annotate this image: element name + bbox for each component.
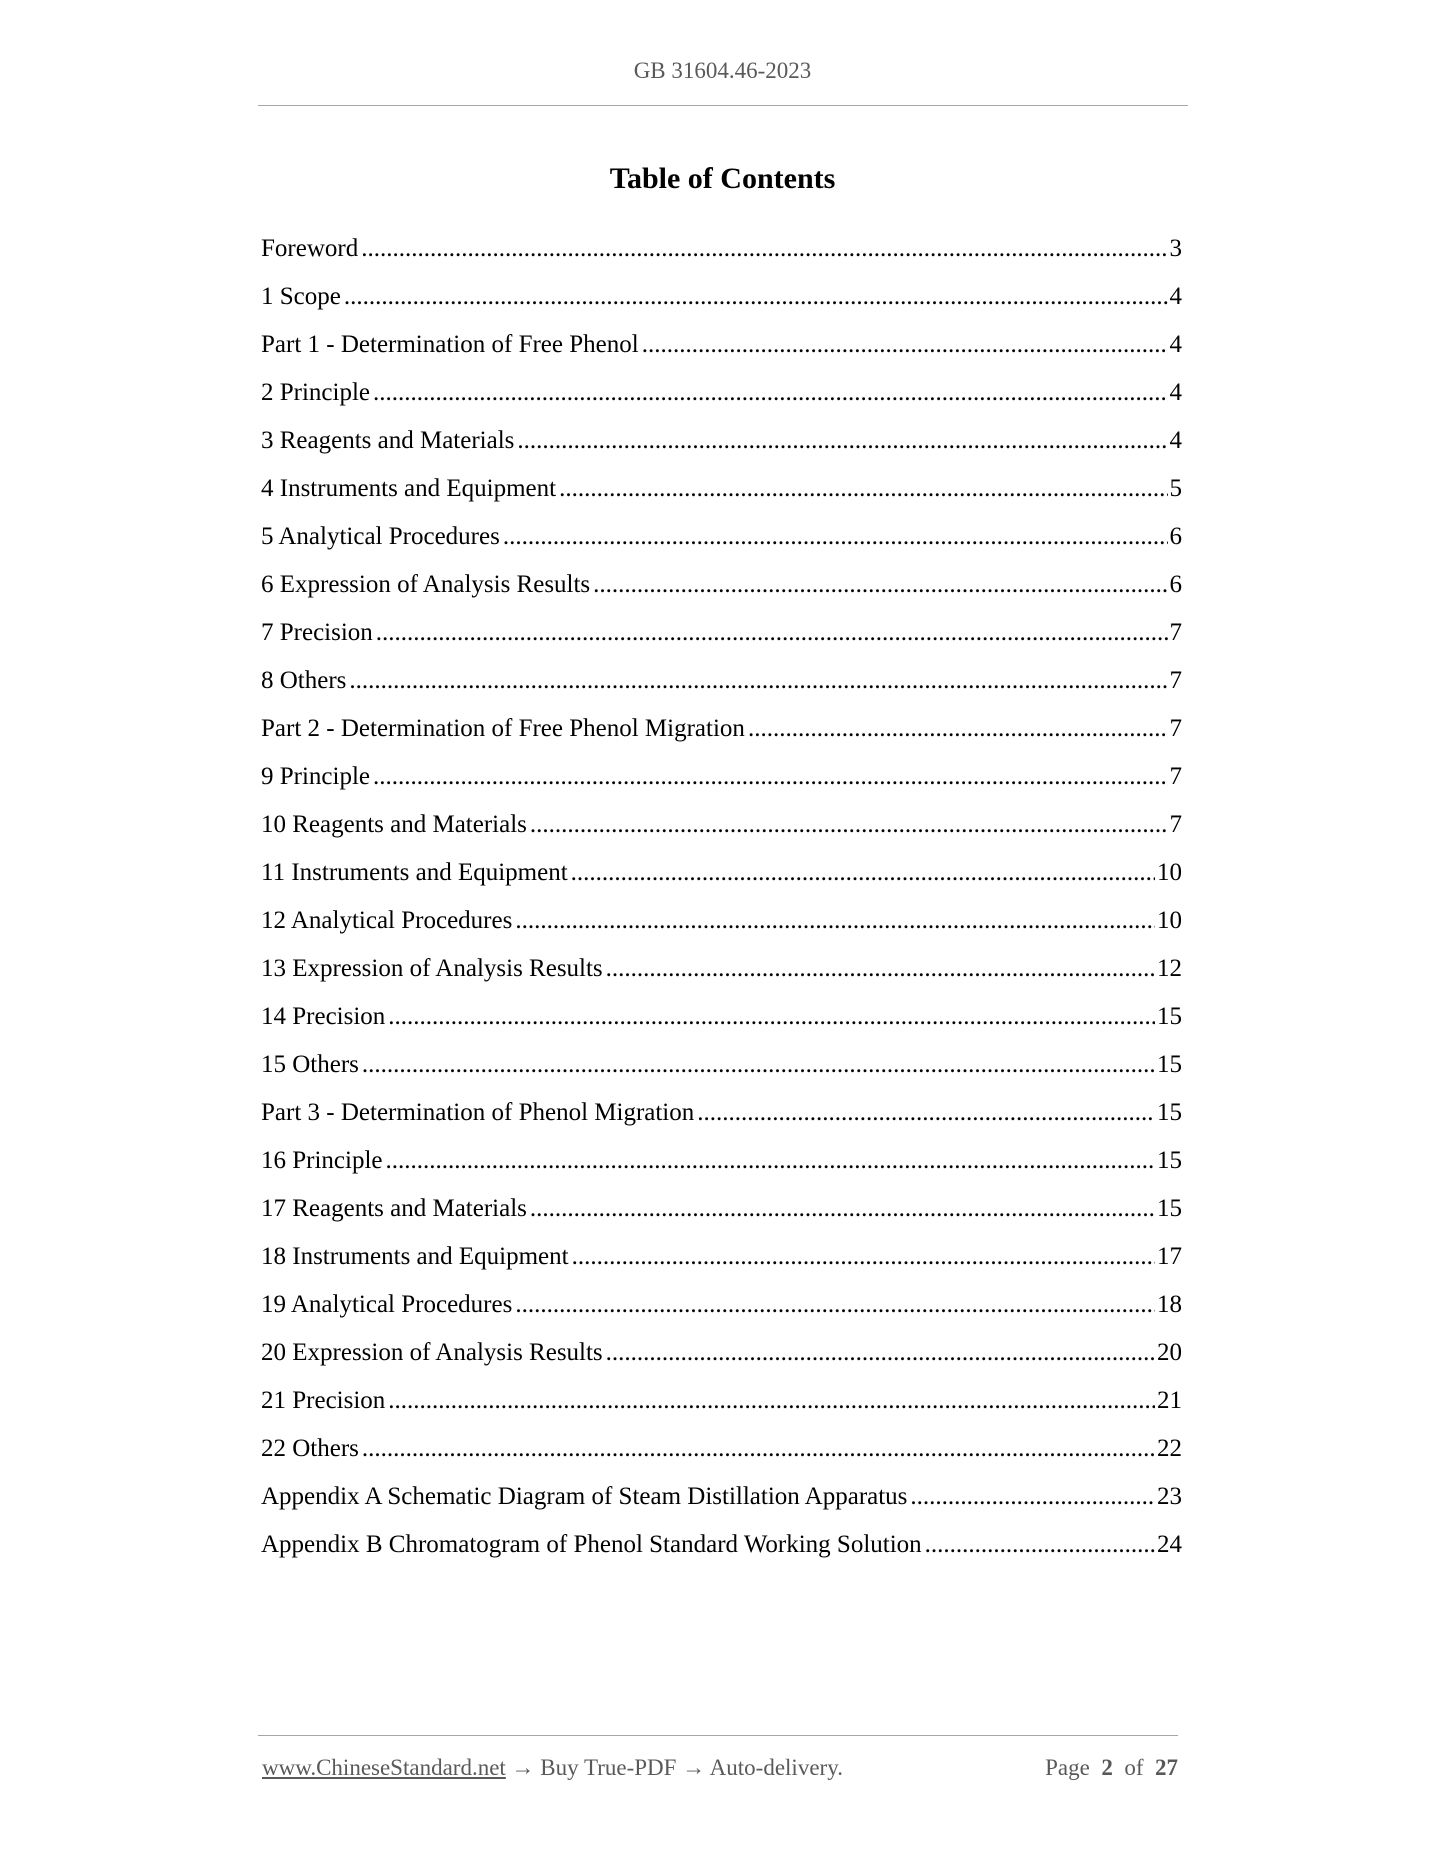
- toc-entry[interactable]: [261, 1333, 1182, 1381]
- toc-entry-label: Part 1 - Determination of Free Phenol: [261, 331, 639, 358]
- toc-entry-label: 3 Reagents and Materials: [261, 427, 515, 454]
- toc-entry-page: 5: [1169, 475, 1182, 502]
- toc-entry-page: 4: [1169, 379, 1182, 406]
- toc-entry[interactable]: [261, 373, 1182, 421]
- toc-entry-page: 15: [1157, 1003, 1182, 1030]
- toc-entry-label: 19 Analytical Procedures: [261, 1291, 513, 1318]
- toc-entry-label: 9 Principle: [261, 763, 371, 790]
- toc-entry[interactable]: [261, 469, 1182, 517]
- toc-dot-leader: [362, 1429, 1155, 1469]
- toc-entry-page: 22: [1157, 1435, 1182, 1462]
- toc-entry[interactable]: [261, 565, 1182, 613]
- toc-entry-page: 6: [1169, 523, 1182, 550]
- toc-dot-leader: [373, 757, 1167, 797]
- toc-entry-page: 12: [1157, 955, 1182, 982]
- toc-entry-label: 5 Analytical Procedures: [261, 523, 500, 550]
- toc-dot-leader: [386, 1141, 1155, 1181]
- toc-entry-label: 2 Principle: [261, 379, 371, 406]
- toc-entry-page: 7: [1169, 667, 1182, 694]
- toc-entry-page: 15: [1157, 1195, 1182, 1222]
- toc-dot-leader: [388, 997, 1155, 1037]
- toc-entry-page: 17: [1157, 1243, 1182, 1270]
- toc-entry-page: 20: [1157, 1339, 1182, 1366]
- toc-entry-label: 15 Others: [261, 1051, 359, 1078]
- toc-dot-leader: [517, 421, 1167, 461]
- toc-dot-leader: [593, 565, 1167, 605]
- toc-entry-page: 7: [1169, 763, 1182, 790]
- toc-dot-leader: [571, 853, 1155, 893]
- toc-entry[interactable]: [261, 1381, 1182, 1429]
- toc-entry-page: 3: [1169, 235, 1182, 262]
- toc-entry[interactable]: [261, 661, 1182, 709]
- toc-entry[interactable]: [261, 949, 1182, 997]
- toc-entry[interactable]: [261, 853, 1182, 901]
- toc-entry-page: 15: [1157, 1099, 1182, 1126]
- toc-entry-label: 12 Analytical Procedures: [261, 907, 513, 934]
- toc-entry-page: 7: [1169, 715, 1182, 742]
- table-of-contents: [261, 229, 1182, 1573]
- toc-entry-page: 7: [1169, 811, 1182, 838]
- toc-entry[interactable]: [261, 277, 1182, 325]
- toc-dot-leader: [344, 277, 1168, 317]
- toc-dot-leader: [559, 469, 1167, 509]
- arrow-right-icon: →: [682, 1755, 706, 1780]
- toc-dot-leader: [376, 613, 1168, 653]
- of-word: of: [1124, 1755, 1144, 1780]
- toc-entry-page: 6: [1169, 571, 1182, 598]
- toc-dot-leader: [373, 373, 1167, 413]
- toc-entry-page: 7: [1169, 619, 1182, 646]
- toc-entry[interactable]: [261, 1285, 1182, 1333]
- toc-entry-label: 1 Scope: [261, 283, 341, 310]
- toc-dot-leader: [606, 1333, 1155, 1373]
- toc-dot-leader: [925, 1525, 1155, 1565]
- toc-entry-page: 4: [1169, 427, 1182, 454]
- toc-entry-label: Appendix A Schematic Diagram of Steam Distillation Apparatus: [261, 1483, 908, 1510]
- toc-entry-page: 10: [1157, 859, 1182, 886]
- toc-dot-leader: [388, 1381, 1155, 1421]
- toc-entry-label: 6 Expression of Analysis Results: [261, 571, 591, 598]
- toc-entry-label: Part 2 - Determination of Free Phenol Migration: [261, 715, 745, 742]
- footer-promo: [262, 1755, 843, 1781]
- toc-entry-page: 18: [1157, 1291, 1182, 1318]
- arrow-right-icon: →: [511, 1755, 535, 1780]
- toc-dot-leader: [515, 901, 1155, 941]
- toc-entry-label: Appendix B Chromatogram of Phenol Standard Working Solution: [261, 1531, 922, 1558]
- toc-entry-label: Foreword: [261, 235, 359, 262]
- toc-entry[interactable]: [261, 1525, 1182, 1573]
- toc-entry-page: 4: [1169, 283, 1182, 310]
- toc-dot-leader: [748, 709, 1168, 749]
- total-page-count: 27: [1155, 1755, 1178, 1780]
- toc-dot-leader: [503, 517, 1168, 557]
- toc-entry-label: 16 Principle: [261, 1147, 383, 1174]
- page-word: Page: [1045, 1755, 1090, 1780]
- toc-dot-leader: [572, 1237, 1155, 1277]
- toc-dot-leader: [361, 229, 1167, 269]
- toc-entry-label: 13 Expression of Analysis Results: [261, 955, 603, 982]
- toc-entry-page: 23: [1157, 1483, 1182, 1510]
- toc-entry[interactable]: [261, 805, 1182, 853]
- toc-entry-label: 21 Precision: [261, 1387, 386, 1414]
- toc-dot-leader: [910, 1477, 1155, 1517]
- toc-entry[interactable]: [261, 709, 1182, 757]
- toc-entry[interactable]: [261, 1141, 1182, 1189]
- footer-divider: [258, 1735, 1178, 1736]
- toc-entry-label: 8 Others: [261, 667, 347, 694]
- toc-entry-label: 14 Precision: [261, 1003, 386, 1030]
- toc-dot-leader: [697, 1093, 1155, 1133]
- toc-entry-label: 10 Reagents and Materials: [261, 811, 527, 838]
- toc-entry[interactable]: [261, 325, 1182, 373]
- toc-entry-page: 15: [1157, 1051, 1182, 1078]
- header-divider: [258, 105, 1188, 106]
- toc-entry[interactable]: [261, 517, 1182, 565]
- toc-entry[interactable]: [261, 1093, 1182, 1141]
- toc-entry-label: 4 Instruments and Equipment: [261, 475, 557, 502]
- toc-entry[interactable]: [261, 997, 1182, 1045]
- toc-entry[interactable]: [261, 1477, 1182, 1525]
- document-code-header: GB 31604.46-2023: [633, 58, 812, 83]
- toc-dot-leader: [530, 805, 1168, 845]
- toc-entry-label: 22 Others: [261, 1435, 359, 1462]
- toc-entry[interactable]: [261, 1429, 1182, 1477]
- toc-entry[interactable]: [261, 901, 1182, 949]
- toc-entry-page: 24: [1157, 1531, 1182, 1558]
- toc-entry-label: 20 Expression of Analysis Results: [261, 1339, 603, 1366]
- toc-dot-leader: [362, 1045, 1155, 1085]
- toc-dot-leader: [642, 325, 1168, 365]
- toc-dot-leader: [515, 1285, 1155, 1325]
- toc-entry-label: 7 Precision: [261, 619, 373, 646]
- toc-dot-leader: [530, 1189, 1155, 1229]
- toc-title: Table of Contents: [609, 162, 836, 195]
- toc-entry[interactable]: [261, 421, 1182, 469]
- toc-entry-page: 21: [1157, 1387, 1182, 1414]
- toc-entry[interactable]: [261, 613, 1182, 661]
- toc-dot-leader: [349, 661, 1167, 701]
- toc-entry-label: 18 Instruments and Equipment: [261, 1243, 569, 1270]
- buy-pdf-text: Buy True-PDF: [540, 1755, 677, 1780]
- toc-dot-leader: [606, 949, 1155, 989]
- auto-delivery-text: Auto-delivery.: [709, 1755, 843, 1780]
- toc-entry[interactable]: [261, 1045, 1182, 1093]
- toc-entry[interactable]: [261, 1189, 1182, 1237]
- toc-entry[interactable]: [261, 757, 1182, 805]
- toc-entry[interactable]: [261, 1237, 1182, 1285]
- toc-entry-page: 15: [1157, 1147, 1182, 1174]
- toc-entry[interactable]: [261, 229, 1182, 277]
- website-link[interactable]: www.ChineseStandard.net: [262, 1755, 506, 1780]
- toc-entry-label: Part 3 - Determination of Phenol Migration: [261, 1099, 695, 1126]
- toc-entry-page: 4: [1169, 331, 1182, 358]
- page-indicator: [1045, 1755, 1178, 1781]
- toc-entry-label: 17 Reagents and Materials: [261, 1195, 527, 1222]
- toc-entry-page: 10: [1157, 907, 1182, 934]
- current-page-number: 2: [1101, 1755, 1113, 1780]
- toc-entry-label: 11 Instruments and Equipment: [261, 859, 568, 886]
